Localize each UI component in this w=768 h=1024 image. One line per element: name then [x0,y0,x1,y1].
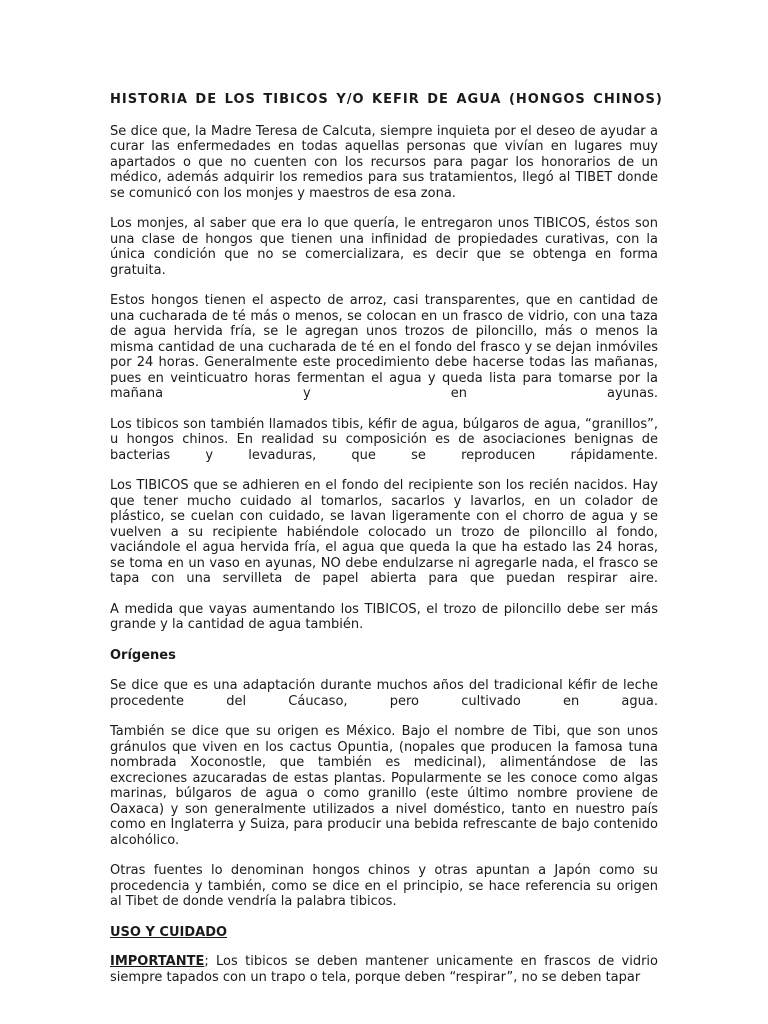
paragraph-monjes: Los monjes, al saber que era lo que quería, le entregaron unos TIBICOS, éstos son una clase de hongos que tienen una infinidad de propiedades curativas, con la única condición que no se comercializara, es decir que se obtenga en forma gratuita. [110,216,658,278]
paragraph-recien-nacidos: Los TIBICOS que se adhieren en el fondo del recipiente son los recién nacidos. Hay que tener mucho cuidado al tomarlos, sacarlos y lavarlos, en un colador de plástico, se cuelan con cuidado, se lavan ligeramente con el chorro de agua y se vuelven a su recipiente habiéndole colocado un trozo de piloncillo al fondo, vaciándole el agua hervida fría, el agua que queda la que ha estado las 24 horas, se toma en un vaso en ayunas, NO debe endulzarse ni agregarle nada, el frasco se tapa con una servilleta de papel abierta para que puedan respirar aire. [110,478,658,586]
heading-uso-y-cuidado: USO Y CUIDADO [110,924,228,940]
heading-origenes: Orígenes [110,647,176,663]
importante-text: ; Los tibicos se deben mantener unicamente en frascos de vidrio siempre tapados con un trapo o tela, porque deben “respirar”, no se deben tapar [110,954,658,985]
paragraph-japon: Otras fuentes lo denominan hongos chinos y otras apuntan a Japón como su procedencia y también, como se dice en el principio, se hace referencia su origen al Tibet de donde vendría la palabra tibicos. [110,863,658,909]
paragraph-nombres: Los tibicos son también llamados tibis, kéfir de agua, búlgaros de agua, “granillos”, u hongos chinos. En realidad su composición es de asociaciones benignas de bacterias y levaduras, que se reproducen rápidamente. [110,416,658,463]
paragraph-mexico: También se dice que su origen es México. Bajo el nombre de Tibi, que son unos gránulos que viven en los cactus Opuntia, (nopales que producen la famosa tuna nombrada Xoconostle, que también es medicinal), alimentándose de las excreciones azucaradas de estas plantas. Popularmente se les conoce como algas marinas, búlgaros de agua o como granillo (este último nombre proviene de Oaxaca) y son generalmente utilizados a nivel doméstico, tanto en nuestro país como en Inglaterra y Suiza, para producir una bebida refrescante de bajo contenido alcohólico. [110,724,658,848]
document-page [110,92,663,1000]
importante-label: IMPORTANTE [110,954,205,969]
paragraph-caucaso: Se dice que es una adaptación durante muchos años del tradicional kéfir de leche procedente del Cáucaso, pero cultivado en agua. [110,678,658,709]
paragraph-piloncillo: A medida que vayas aumentando los TIBICOS, el trozo de piloncillo debe ser más grande y la cantidad de agua también. [110,601,658,632]
paragraph-madre-teresa: Se dice que, la Madre Teresa de Calcuta, siempre inquieta por el deseo de ayudar a curar las enfermedades en todas aquellas personas que vivían en lugares muy apartados o que no cuenten con los recursos para pagar los honorarios de un médico, además adquirir los remedios para sus tratamientos, llegó al TIBET donde se comunicó con los monjes y maestros de esa zona. [110,123,658,201]
document-title: HISTORIA DE LOS TIBICOS Y/O KEFIR DE AGUA (HONGOS CHINOS) [110,92,663,107]
paragraph-importante [110,954,658,985]
paragraph-aspecto: Estos hongos tienen el aspecto de arroz, casi transparentes, que en cantidad de una cucharada de té más o menos, se colocan en un frasco de vidrio, con una taza de agua hervida fría, se le agregan unos trozos de piloncillo, más o menos la misma cantidad de una cucharada de té en el fondo del frasco y se dejan inmóviles por 24 horas. Generalmente este procedimiento debe hacerse todas las mañanas, pues en veinticuatro horas fermentan el agua y queda lista para tomarse por la mañana y en ayunas. [110,293,658,401]
